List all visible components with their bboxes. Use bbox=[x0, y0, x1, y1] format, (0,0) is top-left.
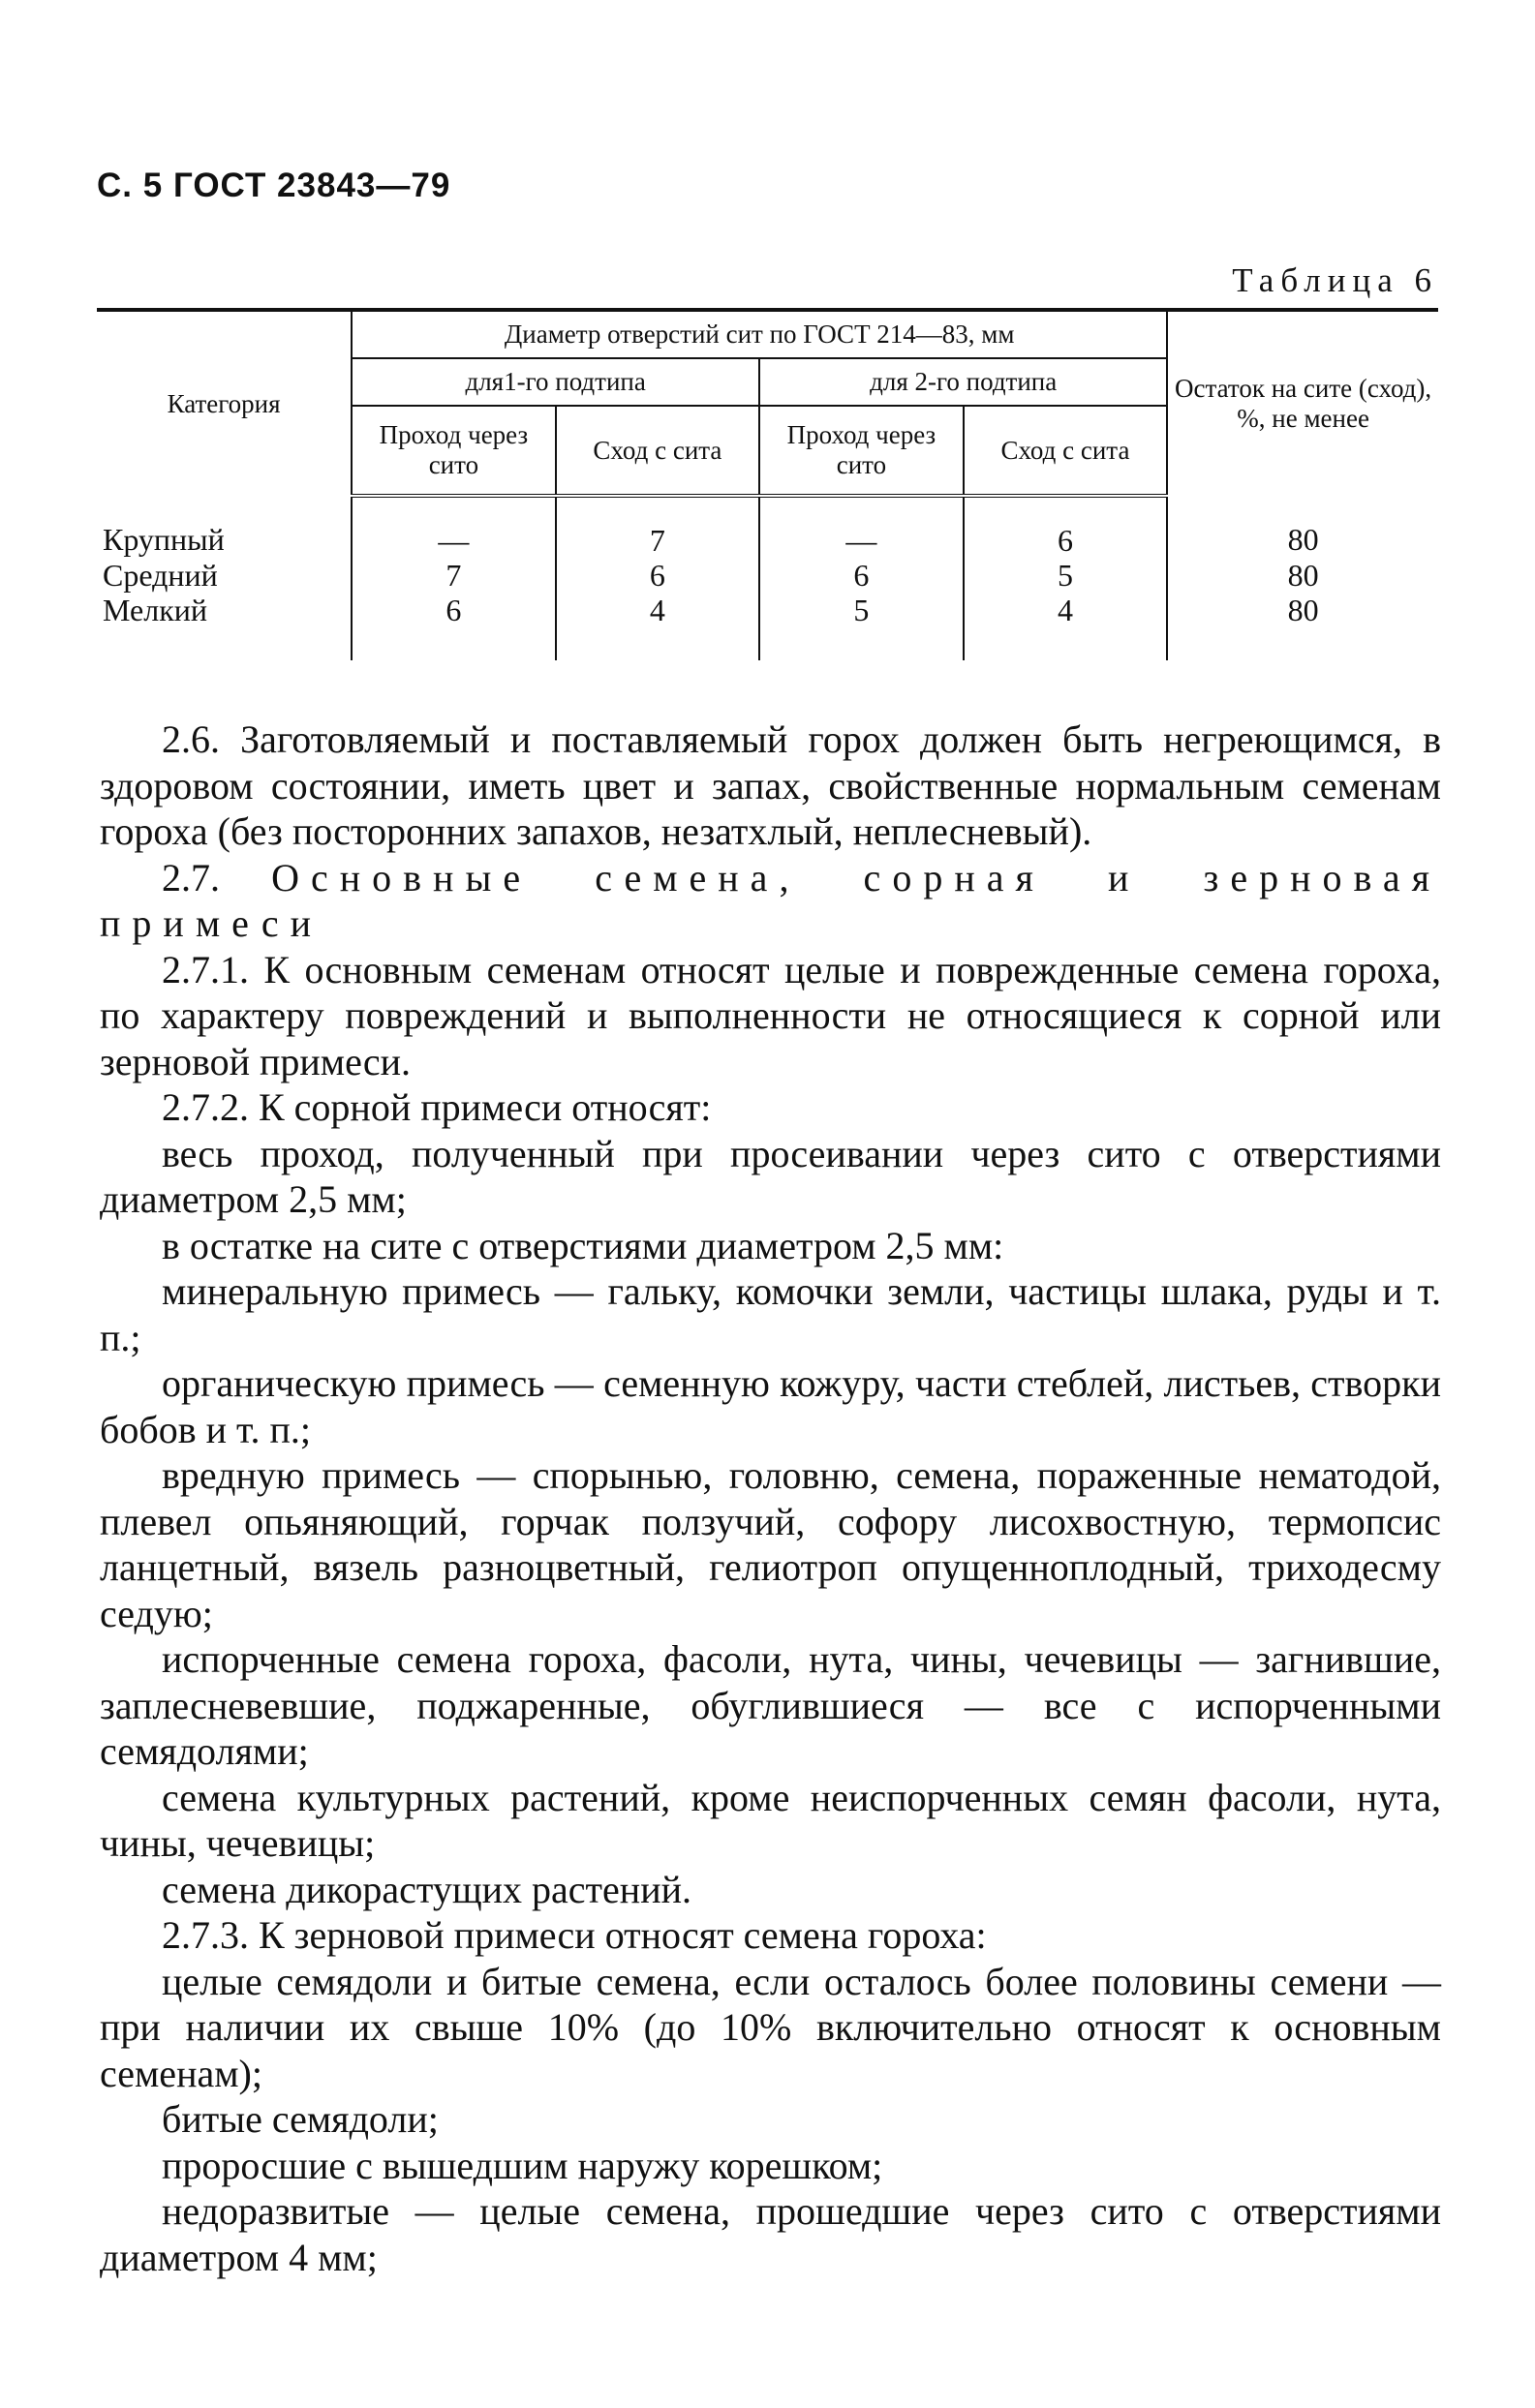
cell-over-2: 5 bbox=[964, 558, 1168, 593]
page-header bbox=[97, 167, 450, 205]
list-item: органическую примесь — семенную кожуру, части стеблей, листьев, створки бобов и т. п.; bbox=[100, 1361, 1441, 1451]
row-category: Крупный bbox=[103, 522, 225, 558]
section-number: 2.7. bbox=[162, 855, 220, 899]
section-title: Основные семена, сорная и зерновая примеси bbox=[100, 855, 1441, 945]
table-6 bbox=[97, 308, 1438, 660]
cell-pass-1: 7 bbox=[352, 558, 556, 593]
list-item: семена дикорастущих растений. bbox=[162, 1867, 692, 1911]
cell-over-2: 6 bbox=[964, 496, 1168, 558]
header-subtype-1: для1-го подтипа bbox=[352, 358, 759, 406]
cell-over-1: 4 bbox=[556, 593, 760, 660]
list-item: семена культурных растений, кроме неиспорченных семян фасоли, нута, чины, чечевицы; bbox=[100, 1775, 1441, 1865]
table-row bbox=[97, 593, 1438, 660]
cell-pass-1: — bbox=[352, 496, 556, 558]
list-item: недоразвитые — целые семена, прошедшие через сито с отверстиями диаметром 4 мм; bbox=[100, 2189, 1441, 2279]
paragraph-2-7-1: 2.7.1. К основным семенам относят целые и поврежденные семена гороха, по характеру повреждений и выполненности не относящиеся к сорной или зерновой примеси. bbox=[100, 947, 1441, 1083]
table-row bbox=[97, 558, 1438, 593]
header-subtype-2: для 2-го подтипа bbox=[759, 358, 1167, 406]
cell-over-2: 4 bbox=[964, 593, 1168, 660]
cell-pass-2: 5 bbox=[759, 593, 964, 660]
list-item: испорченные семена гороха, фасоли, нута, чины, чечевицы — загнившие, заплесневевшие, поджаренные, обуглившиеся — все с испорченными семядолями; bbox=[100, 1637, 1441, 1773]
header-diameter: Диаметр отверстий сит по ГОСТ 214—83, мм bbox=[352, 310, 1167, 358]
paragraph-2-7-3: 2.7.3. К зерновой примеси относят семена гороха: bbox=[162, 1913, 987, 1957]
header-category: Категория bbox=[167, 388, 281, 418]
section-title-2-7 bbox=[100, 855, 1441, 947]
cell-over-1: 7 bbox=[556, 496, 760, 558]
paragraph-2-6: 2.6. Заготовляемый и поставляемый горох должен быть негреющимся, в здоровом состоянии, иметь цвет и запах, свойственные нормальным семенам гороха (без посторонних запахов, незатхлый, неплесневый). bbox=[100, 717, 1441, 853]
cell-remainder: 80 bbox=[1167, 593, 1438, 660]
header-remainder: Остаток на сите (сход), %, не менее bbox=[1167, 310, 1438, 496]
list-item: битые семядоли; bbox=[162, 2097, 439, 2141]
list-item: проросшие с вышедшим наружу корешком; bbox=[162, 2143, 883, 2187]
table-caption: Таблица 6 bbox=[1232, 261, 1438, 299]
list-item: в остатке на сите с отверстиями диаметром 2,5 мм: bbox=[162, 1223, 1004, 1267]
sieve-table bbox=[97, 308, 1438, 660]
list-item: целые семядоли и битые семена, если осталось более половины семени — при наличии их свыше 10% (до 10% включительно относят к основным семенам); bbox=[100, 1959, 1441, 2095]
cell-remainder: 80 bbox=[1167, 496, 1438, 558]
table-row bbox=[97, 496, 1438, 558]
body-text bbox=[100, 716, 1441, 2280]
cell-remainder: 80 bbox=[1167, 558, 1438, 593]
cell-over-1: 6 bbox=[556, 558, 760, 593]
list-item: весь проход, полученный при просеивании через сито с отверстиями диаметром 2,5 мм; bbox=[100, 1131, 1441, 1221]
header-pass-1: Проход через сито bbox=[352, 406, 556, 496]
page-number: С. 5 bbox=[97, 167, 164, 204]
header-over-2: Сход с сита bbox=[964, 406, 1168, 496]
cell-pass-2: 6 bbox=[759, 558, 964, 593]
header-pass-2: Проход через сито bbox=[759, 406, 964, 496]
paragraph-2-7-2: 2.7.2. К сорной примеси относят: bbox=[162, 1085, 712, 1129]
gost-number: ГОСТ 23843—79 bbox=[172, 167, 451, 204]
cell-pass-1: 6 bbox=[352, 593, 556, 660]
list-item: вредную примесь — спорынью, головню, семена, пораженные нематодой, плевел опьяняющий, горчак ползучий, софору лисохвостную, термопсис ланцетный, вязель разноцветный, гелиотроп опущенноплодный, триходесму седую; bbox=[100, 1453, 1441, 1635]
row-category: Мелкий bbox=[103, 593, 207, 628]
cell-pass-2: — bbox=[759, 496, 964, 558]
list-item: минеральную примесь — гальку, комочки земли, частицы шлака, руды и т. п.; bbox=[100, 1269, 1441, 1359]
row-category: Средний bbox=[103, 558, 218, 594]
header-over-1: Сход с сита bbox=[556, 406, 760, 496]
